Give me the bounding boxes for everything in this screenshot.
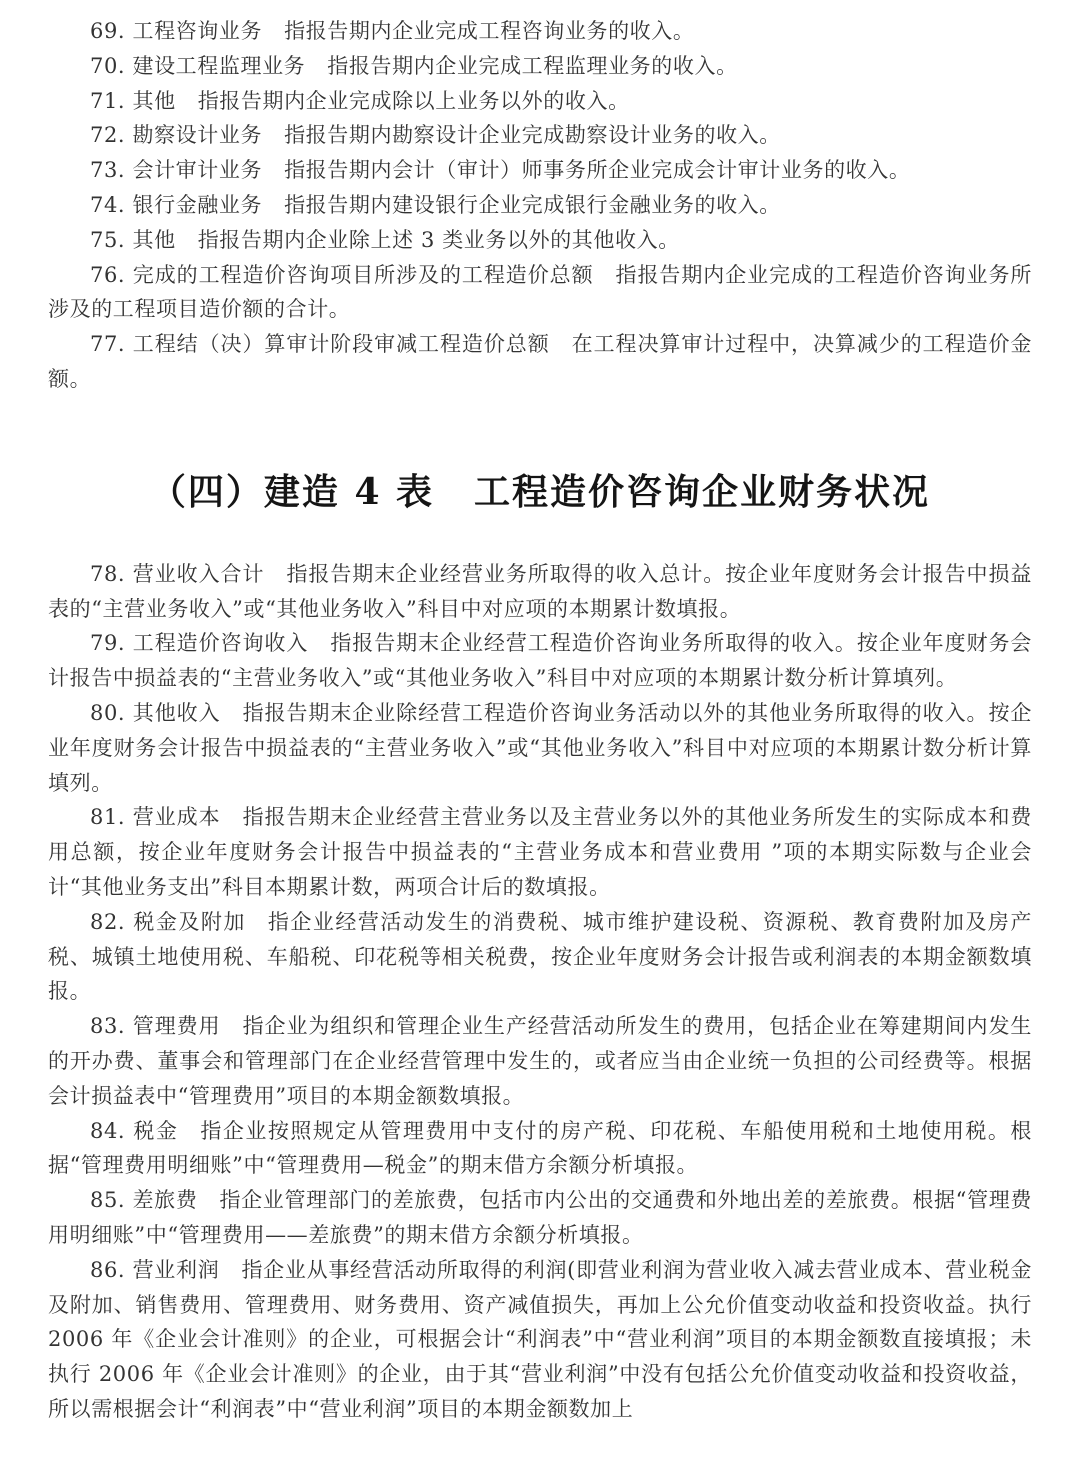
item-definition: 指报告期内企业完成除以上业务以外的收入。 xyxy=(197,88,630,113)
definition-item-84 xyxy=(48,1114,1032,1184)
item-definition: 指报告期内会计（审计）师事务所企业完成会计审计业务的收入。 xyxy=(284,158,911,183)
item-definition: 指报告期内建设银行企业完成银行金融业务的收入。 xyxy=(284,192,781,217)
item-definition: 指报告期末企业经营工程造价咨询业务所取得的收入。按企业年度财务会计报告中损益表的“主营业务收入”或“其他业务收入”科目中对应项的本期累计数分析计算填列。 xyxy=(48,631,1032,691)
section-heading-name: 工程造价咨询企业财务状况 xyxy=(474,470,931,513)
item-term: 75. 其他 xyxy=(90,227,176,252)
definition-item-74 xyxy=(48,188,1032,223)
item-term: 80. 其他收入 xyxy=(90,700,221,725)
item-term: 81. 营业成本 xyxy=(90,805,221,830)
item-term: 71. 其他 xyxy=(90,88,176,113)
item-definition: 指报告期内企业完成工程咨询业务的收入。 xyxy=(284,19,695,43)
definition-item-73 xyxy=(48,153,1032,188)
definition-item-81 xyxy=(48,800,1032,904)
definition-item-77 xyxy=(48,327,1032,397)
item-term: 77. 工程结（决）算审计阶段审减工程造价总额 xyxy=(90,332,550,357)
definitions-list-before xyxy=(48,14,1032,397)
item-term: 74. 银行金融业务 xyxy=(90,192,263,217)
definition-item-75 xyxy=(48,223,1032,258)
item-term: 83. 管理费用 xyxy=(90,1014,221,1039)
item-term: 69. 工程咨询业务 xyxy=(90,19,263,43)
item-definition: 指企业为组织和管理企业生产经营活动所发生的费用，包括企业在筹建期间内发生的开办费、董事会和管理部门在企业经营管理中发生的，或者应当由企业统一负担的公司经费等。根据会计损益表中“管理费用”项目的本期金额数填报。 xyxy=(48,1014,1032,1108)
item-term: 78. 营业收入合计 xyxy=(90,561,265,586)
item-term: 85. 差旅费 xyxy=(90,1188,198,1213)
section-heading-prefix: （四）建造 4 表 xyxy=(149,470,435,513)
definition-item-83 xyxy=(48,1009,1032,1113)
item-definition: 指报告期末企业经营业务所取得的收入总计。按企业年度财务会计报告中损益表的“主营业务收入”或“其他业务收入”科目中对应项的本期累计数填报。 xyxy=(48,561,1032,621)
definition-item-79 xyxy=(48,626,1032,696)
item-definition: 指报告期内企业完成工程监理业务的收入。 xyxy=(327,53,738,78)
item-definition: 指企业从事经营活动所取得的利润(即营业利润为营业收入减去营业成本、营业税金及附加、销售费用、管理费用、财务费用、资产减值损失，再加上公允价值变动收益和投资收益。执行 2006 年《企业会计准则》的企业，可根据会计“利润表”中“营业利润”项目的本期金额数直接填报；未执行 2006 年《企业会计准则》的企业，由于其“营业利润”中没有包括公允价值变动收益和投资收益，所以需根据会计“利润表”中“营业利润”项目的本期金额数加上 xyxy=(48,1257,1032,1421)
definition-item-70 xyxy=(48,49,1032,84)
definition-item-72 xyxy=(48,118,1032,153)
item-term: 76. 完成的工程造价咨询项目所涉及的工程造价总额 xyxy=(90,262,594,287)
item-term: 86. 营业利润 xyxy=(90,1257,220,1282)
item-term: 84. 税金 xyxy=(90,1118,179,1143)
item-definition: 指报告期末企业经营主营业务以及主营业务以外的其他业务所发生的实际成本和费用总额，按企业年度财务会计报告中损益表的“主营业务成本和营业费用 ”项的本期实际数与企业会计“其他业务支出”科目本期累计数，两项合计后的数填报。 xyxy=(48,805,1032,899)
item-term: 72. 勘察设计业务 xyxy=(90,123,263,148)
item-definition: 指企业管理部门的差旅费，包括市内公出的交通费和外地出差的差旅费。根据“管理费用明细账”中“管理费用——差旅费”的期末借方余额分析填报。 xyxy=(48,1188,1032,1247)
item-definition: 指报告期内勘察设计企业完成勘察设计业务的收入。 xyxy=(284,123,781,148)
definition-item-82 xyxy=(48,905,1032,1009)
definition-item-71 xyxy=(48,84,1032,119)
item-term: 79. 工程造价咨询收入 xyxy=(90,631,309,656)
definition-item-85 xyxy=(48,1183,1032,1253)
item-definition: 指报告期末企业除经营工程造价咨询业务活动以外的其他业务所取得的收入。按企业年度财务会计报告中损益表的“主营业务收入”或“其他业务收入”科目中对应项的本期累计数分析计算填列。 xyxy=(48,700,1032,795)
definition-item-76 xyxy=(48,258,1032,328)
item-definition: 指企业按照规定从管理费用中支付的房产税、印花税、车船使用税和土地使用税。根据“管理费用明细账”中“管理费用—税金”的期末借方余额分析填报。 xyxy=(48,1118,1032,1178)
item-definition: 指报告期内企业除上述 3 类业务以外的其他收入。 xyxy=(197,227,680,252)
section-heading xyxy=(48,467,1032,517)
definitions-list-after xyxy=(48,557,1032,1427)
item-term: 73. 会计审计业务 xyxy=(90,158,263,183)
item-definition: 指报告期内企业完成的工程造价咨询业务所涉及的工程项目造价额的合计。 xyxy=(48,262,1032,322)
item-definition: 指企业经营活动发生的消费税、城市维护建设税、资源税、教育费附加及房产税、城镇土地使用税、车船税、印花税等相关税费，按企业年度财务会计报告或利润表的本期金额数填报。 xyxy=(48,909,1032,1004)
definition-item-80 xyxy=(48,696,1032,800)
item-term: 82. 税金及附加 xyxy=(90,909,246,934)
item-definition: 在工程决算审计过程中，决算减少的工程造价金额。 xyxy=(48,332,1032,391)
definition-item-78 xyxy=(48,557,1032,627)
definition-item-69 xyxy=(48,14,1032,49)
item-term: 70. 建设工程监理业务 xyxy=(90,53,306,78)
definition-item-86 xyxy=(48,1253,1032,1427)
